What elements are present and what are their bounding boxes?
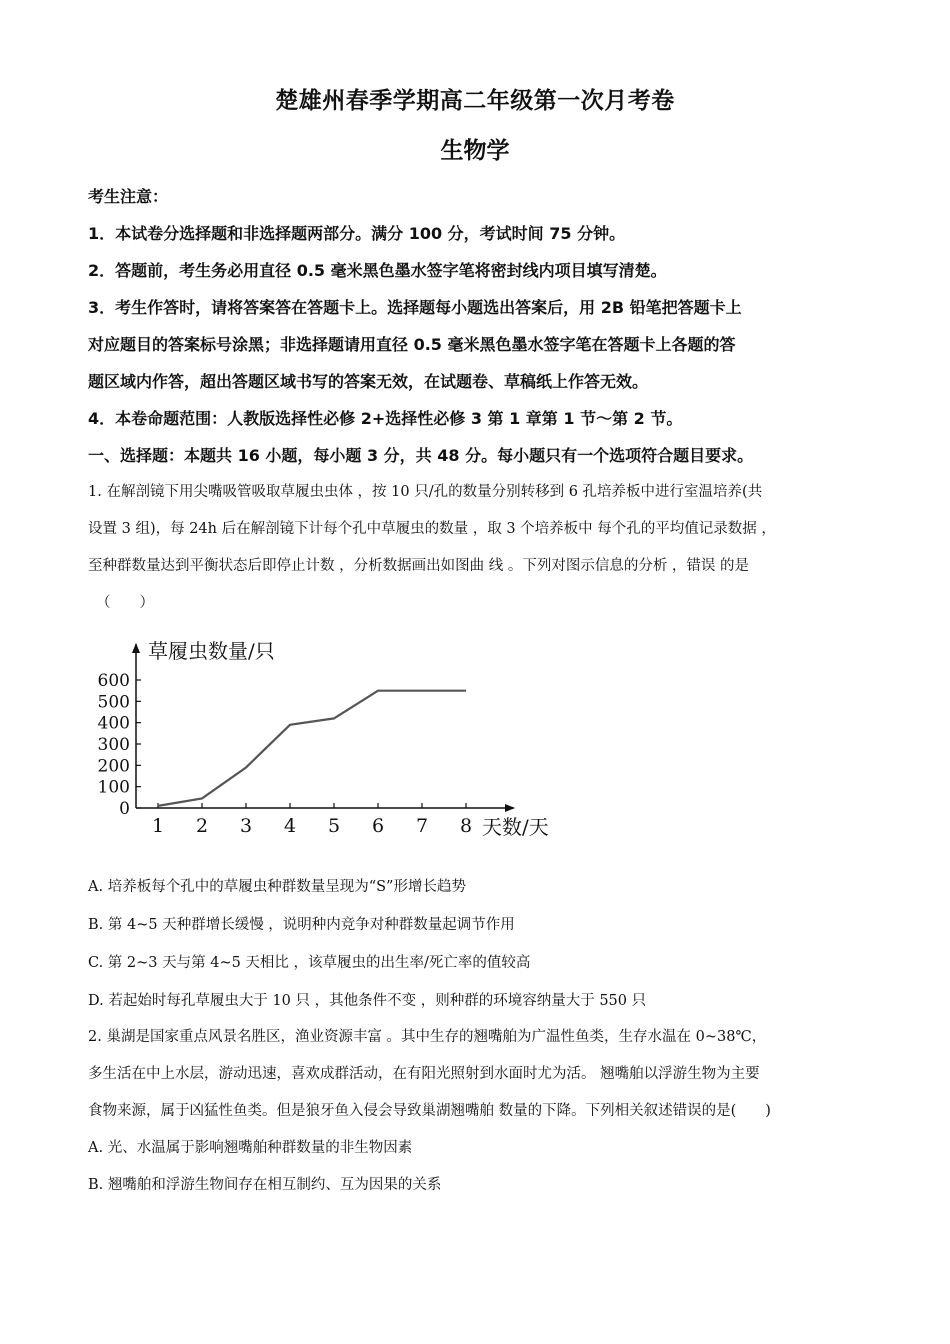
y-tick-label: 600 bbox=[97, 671, 130, 691]
question-line: 多生活在中上水层，游动迅速，喜欢成群活动，在有阳光照射到水面时尤为活。 翘嘴舶以浮游生物为主要 bbox=[88, 1066, 760, 1082]
option-c: C. 第 2~3 天与第 4~5 天相比 ，该草履虫的出生率/死亡率的值较高 bbox=[88, 955, 531, 971]
answer-bracket: （ ） bbox=[96, 595, 154, 611]
x-tick-label: 6 bbox=[371, 815, 385, 837]
x-tick-label: 7 bbox=[415, 815, 429, 837]
exam-title: 楚雄州春季学期高二年级第一次月考卷 bbox=[275, 88, 675, 114]
option-a: A. 培养板每个孔中的草履虫种群数量呈现为“S”形增长趋势 bbox=[88, 879, 466, 895]
question-line: 2. 巢湖是国家重点风景名胜区，渔业资源丰富 。其中生存的翘嘴舶为广温性鱼类，生存水温在 0~38℃， bbox=[88, 1029, 767, 1045]
x-tick-label: 1 bbox=[151, 815, 165, 837]
x-tick-label: 2 bbox=[195, 815, 209, 837]
question-1 bbox=[88, 474, 874, 622]
notice-item: 1．本试卷分选择题和非选择题两部分。满分 100 分，考试时间 75 分钟。 bbox=[88, 224, 626, 243]
y-tick-group bbox=[98, 671, 141, 819]
section-heading: 一、选择题：本题共 16 小题，每小题 3 分，共 48 分。每小题只有一个选项符合题目要求。 bbox=[88, 446, 754, 465]
option-b: B. 第 4~5 天种群增长缓慢 ，说明种内竞争对种群数量起调节作用 bbox=[88, 917, 515, 933]
y-tick-label: 500 bbox=[97, 692, 130, 713]
notice-block bbox=[88, 178, 868, 474]
notice-heading: 考生注意： bbox=[88, 187, 169, 206]
x-tick-label: 5 bbox=[327, 815, 341, 837]
population-curve bbox=[158, 691, 466, 806]
question-line: 至种群数量达到平衡状态后即停止计数 ，分析数据画出如图曲 线 。下列对图示信息的分析 ，错误 的是 bbox=[88, 558, 750, 574]
option-d: D. 若起始时每孔草履虫大于 10 只 ，其他条件不变 ，则种群的环境容纳量大于 550 只 bbox=[88, 993, 647, 1009]
y-tick-label: 0 bbox=[119, 799, 130, 819]
question-line: 食物来源，属于凶猛性鱼类。但是狼牙鱼入侵会导致巢湖翘嘴舶 数量的下降。下列相关叙述错误的是( ) bbox=[88, 1103, 771, 1119]
question-line: 设置 3 组)，每 24h 后在解剖镜下计每个孔中草履虫的数量 ，取 3 个培养板中 每个孔的平均值记录数据 ， bbox=[88, 521, 776, 537]
option-a: A. 光、水温属于影响翘嘴舶种群数量的非生物因素 bbox=[88, 1140, 413, 1156]
subject-title: 生物学 bbox=[440, 138, 510, 164]
notice-item: 3．考生作答时，请将答案答在答题卡上。选择题每小题选出答案后，用 2B 铅笔把答题卡上 bbox=[88, 298, 742, 317]
option-b: B. 翘嘴舶和浮游生物间存在相互制约、互为因果的关系 bbox=[88, 1177, 442, 1193]
notice-item: 对应题目的答案标号涂黑；非选择题请用直径 0.5 毫米黑色墨水签字笔在答题卡上各题的答 bbox=[88, 335, 736, 354]
notice-item: 4．本卷命题范围：人教版选择性必修 2+选择性必修 3 第 1 章第 1 节～第 2 节。 bbox=[88, 409, 683, 428]
x-tick-label: 8 bbox=[459, 815, 473, 837]
question-line: 1. 在解剖镜下用尖嘴吸管吸取草履虫虫体 ，按 10 只/孔的数量分别转移到 6 孔培养板中进行室温培养(共 bbox=[88, 484, 763, 500]
population-chart bbox=[88, 628, 568, 846]
y-tick-label: 400 bbox=[97, 713, 130, 734]
notice-item: 2．答题前，考生务必用直径 0.5 毫米黑色墨水签字笔将密封线内项目填写清楚。 bbox=[88, 261, 667, 280]
y-tick-label: 100 bbox=[97, 777, 130, 798]
y-tick-label: 300 bbox=[97, 735, 130, 755]
question-2 bbox=[88, 1019, 874, 1204]
notice-item: 题区域内作答，超出答题区域书写的答案无效，在试题卷、草稿纸上作答无效。 bbox=[88, 372, 649, 391]
question-1-options bbox=[88, 868, 874, 1020]
y-axis-label: 草履虫数量/只 bbox=[148, 639, 275, 663]
x-axis-label: 天数/天 bbox=[482, 815, 549, 839]
x-tick-label: 3 bbox=[239, 815, 253, 837]
x-tick-label: 4 bbox=[283, 815, 297, 837]
y-tick-label: 200 bbox=[97, 756, 130, 777]
